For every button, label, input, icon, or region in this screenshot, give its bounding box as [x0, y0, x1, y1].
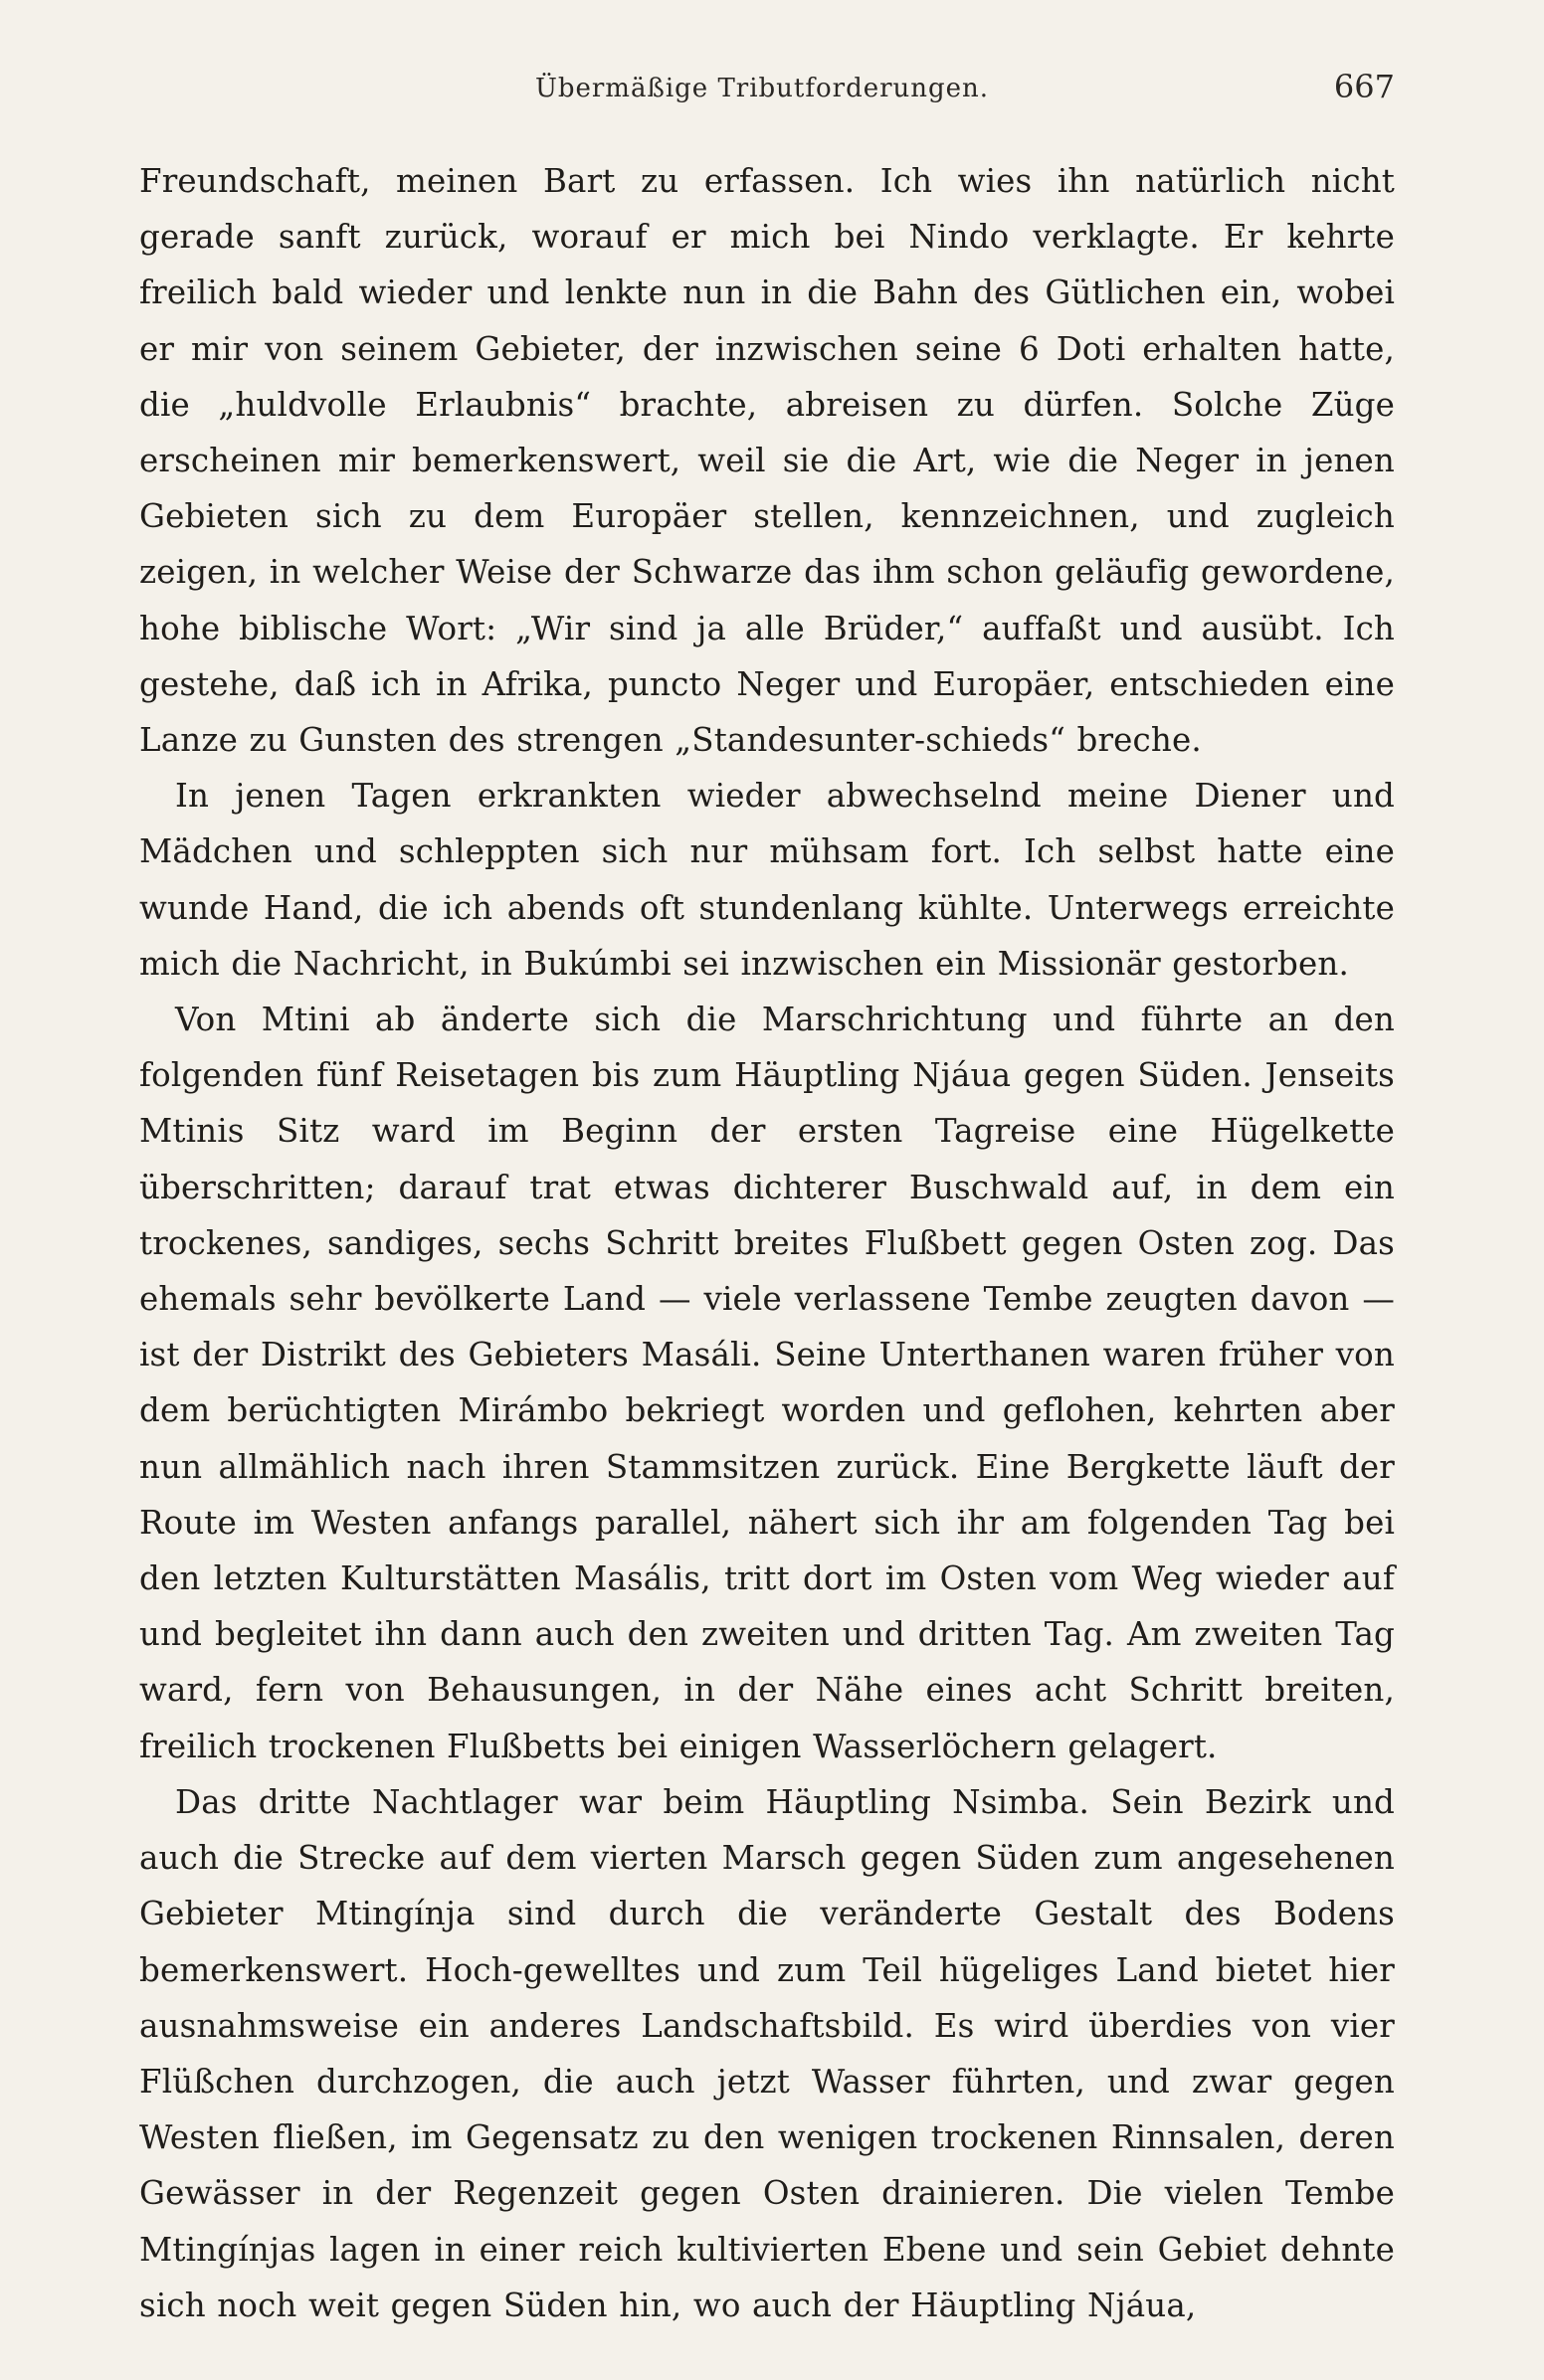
running-head: [139, 58, 1395, 117]
running-title: Übermäßige Tributforderungen.: [534, 74, 990, 103]
paragraph-3: Von Mtini ab änderte sich die Marschrichtung und führte an den folgenden fünf Reisetagen bis zum Häuptling Njáua gegen Süden. Jenseits Mtinis Sitz ward im Beginn der ersten Tagreise eine Hügelkette überschritten; darauf trat etwas dichterer Buschwald auf, in dem ein trockenes, sandiges, sechs Schritt breites Flußbett gegen Osten zog. Das ehemals sehr bevölkerte Land — viele verlassene Tembe zeugten davon — ist der Distrikt des Gebieters Masáli. Seine Unterthanen waren früher von dem berüchtigten Mirámbo bekriegt worden und geflohen, kehrten aber nun allmählich nach ihren Stammsitzen zurück. Eine Bergkette läuft der Route im Westen anfangs parallel, nähert sich ihr am folgenden Tag bei den letzten Kulturstätten Masális, tritt dort im Osten vom Weg wieder auf und begleitet ihn dann auch den zweiten und dritten Tag. Am zweiten Tag ward, fern von Behausungen, in der Nähe eines acht Schritt breiten, freilich trockenen Flußbetts bei einigen Wasserlöchern gelagert.: [139, 1001, 1395, 1765]
paragraph-1: Freundschaft, meinen Bart zu erfassen. Ich wies ihn natürlich nicht gerade sanft zurück, worauf er mich bei Nindo verklagte. Er kehrte freilich bald wieder und lenkte nun in die Bahn des Gütlichen ein, wobei er mir von seinem Gebieter, der inzwischen seine 6 Doti erhalten hatte, die „huldvolle Erlaubnis“ brachte, abreisen zu dürfen. Solche Züge erscheinen mir bemerkenswert, weil sie die Art, wie die Neger in jenen Gebieten sich zu dem Europäer stellen, kennzeichnen, und zugleich zeigen, in welcher Weise der Schwarze das ihm schon geläufig gewordene, hohe biblische Wort: „Wir sind ja alle Brüder,“ auffaßt und ausübt. Ich gestehe, daß ich in Afrika, puncto Neger und Europäer, entschieden eine Lanze zu Gunsten des strengen „Standesunter-schieds“ breche.: [139, 162, 1395, 760]
page-number: 667: [1333, 68, 1395, 105]
paragraph-2: In jenen Tagen erkrankten wieder abwechselnd meine Diener und Mädchen und schleppten sich nur mühsam fort. Ich selbst hatte eine wunde Hand, die ich abends oft stundenlang kühlte. Unterwegs erreichte mich die Nachricht, in Bukúmbi sei inzwischen ein Missionär gestorben.: [139, 777, 1395, 983]
body-text: [139, 153, 1395, 2333]
paragraph-4: Das dritte Nachtlager war beim Häuptling Nsimba. Sein Bezirk und auch die Strecke auf dem vierten Marsch gegen Süden zum angesehenen Gebieter Mtingínja sind durch die veränderte Gestalt des Bodens bemerkenswert. Hoch-gewelltes und zum Teil hügeliges Land bietet hier ausnahmsweise ein anderes Landschaftsbild. Es wird überdies von vier Flüßchen durchzogen, die auch jetzt Wasser führten, und zwar gegen Westen fließen, im Gegensatz zu den wenigen trockenen Rinnsalen, deren Gewässer in der Regenzeit gegen Osten drainieren. Die vielen Tembe Mtingínjas lagen in einer reich kultivierten Ebene und sein Gebiet dehnte sich noch weit gegen Süden hin, wo auch der Häuptling Njáua,: [139, 1782, 1395, 2324]
